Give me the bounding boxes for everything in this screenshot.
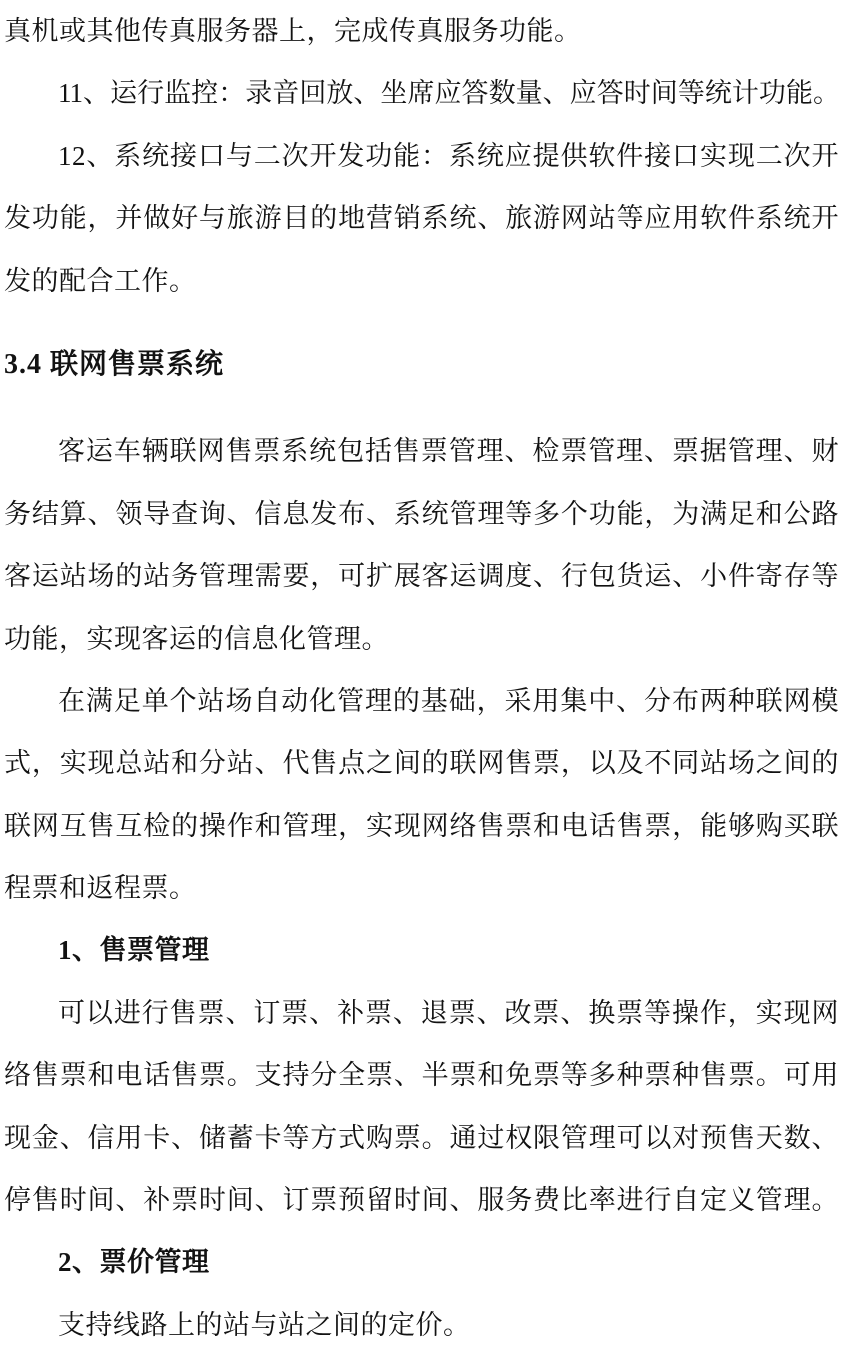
text-line: 真机或其他传真服务器上，完成传真服务功能。 bbox=[4, 16, 582, 46]
subheading-ticket-sales: 1、售票管理 bbox=[58, 935, 210, 966]
text-line: 11、运行监控：录音回放、坐席应答数量、应答时间等统计功能。 bbox=[58, 78, 839, 109]
text-line: 支持线路上的站与站之间的定价。 bbox=[58, 1309, 471, 1340]
text-line: 络售票和电话售票。支持分全票、半票和免票等多种票种售票。可用 bbox=[4, 1060, 839, 1091]
text-line: 停售时间、补票时间、订票预留时间、服务费比率进行自定义管理。 bbox=[4, 1185, 839, 1216]
text-line: 联网互售互检的操作和管理，实现网络售票和电话售票，能够购买联 bbox=[4, 810, 839, 841]
text-line: 12、系统接口与二次开发功能：系统应提供软件接口实现二次开 bbox=[58, 140, 839, 171]
text-line: 发功能，并做好与旅游目的地营销系统、旅游网站等应用软件系统开 bbox=[4, 203, 839, 234]
text-line: 式，实现总站和分站、代售点之间的联网售票，以及不同站场之间的 bbox=[4, 748, 839, 779]
text-line: 客运车辆联网售票系统包括售票管理、检票管理、票据管理、财 bbox=[58, 436, 839, 467]
subheading-fare-management: 2、票价管理 bbox=[58, 1247, 210, 1278]
text-line: 现金、信用卡、储蓄卡等方式购票。通过权限管理可以对预售天数、 bbox=[4, 1122, 839, 1153]
text-line: 在满足单个站场自动化管理的基础，采用集中、分布两种联网模 bbox=[58, 685, 839, 716]
section-heading: 3.4 联网售票系统 bbox=[4, 348, 225, 380]
text-line: 可以进行售票、订票、补票、退票、改票、换票等操作，实现网 bbox=[58, 997, 839, 1028]
text-line: 务结算、领导查询、信息发布、系统管理等多个功能，为满足和公路 bbox=[4, 498, 839, 529]
text-line: 客运站场的站务管理需要，可扩展客运调度、行包货运、小件寄存等 bbox=[4, 561, 839, 592]
text-line: 发的配合工作。 bbox=[4, 265, 197, 296]
text-line: 程票和返程票。 bbox=[4, 873, 197, 904]
text-line: 功能，实现客运的信息化管理。 bbox=[4, 623, 389, 654]
